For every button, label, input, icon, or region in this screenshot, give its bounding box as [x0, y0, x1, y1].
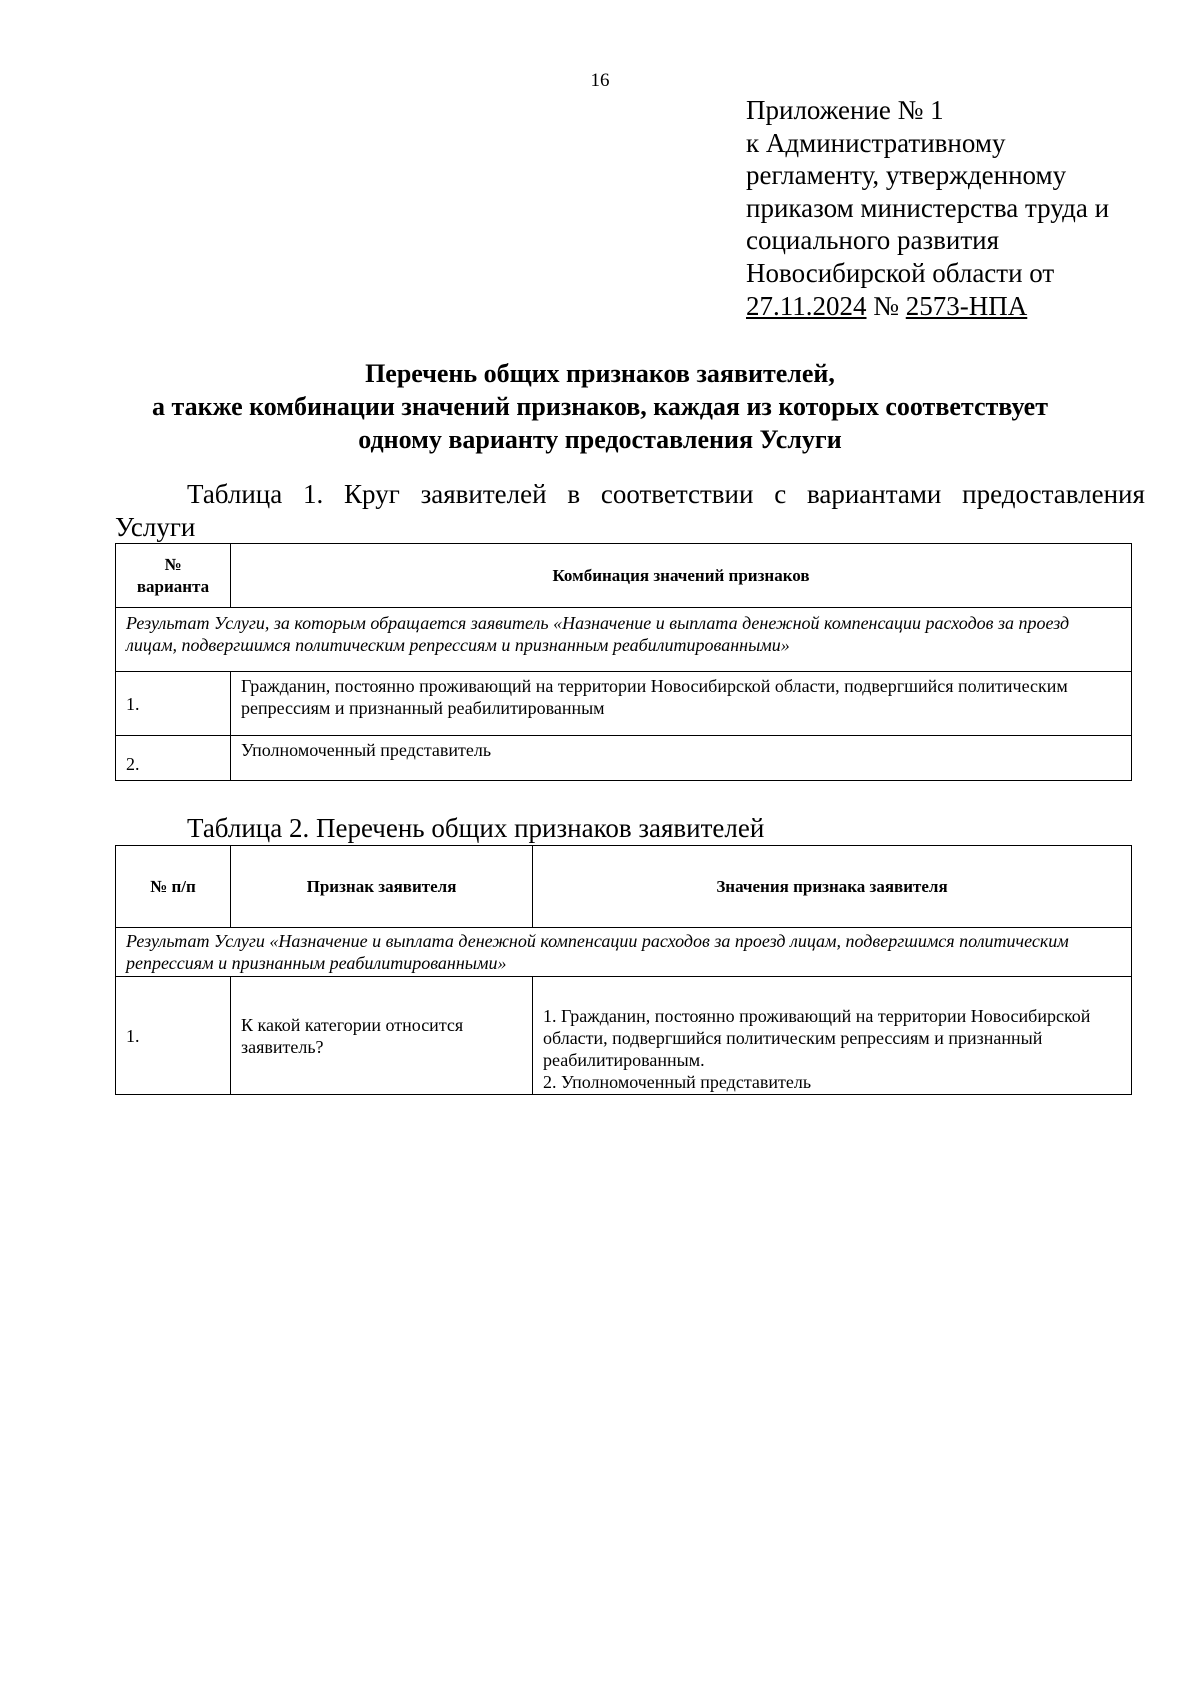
caption-word: соответствии	[600, 479, 754, 509]
table1-result-row	[116, 608, 1132, 672]
caption-word: Таблица	[187, 479, 283, 509]
appendix-order-line	[746, 290, 1166, 323]
table-row	[116, 977, 1132, 1095]
row-sign: К какой категории относится заявитель?	[231, 977, 533, 1095]
appendix-line: Приложение № 1	[746, 95, 944, 125]
caption-word: с	[774, 479, 787, 509]
row-number: 1.	[116, 977, 231, 1095]
header-text: №	[164, 554, 182, 574]
value-item: 2. Уполномоченный представитель	[543, 1072, 812, 1092]
caption-word: в	[567, 479, 581, 509]
row-values	[533, 977, 1132, 1095]
order-number-sign: №	[866, 290, 906, 321]
order-number: 2573-НПА	[905, 290, 1028, 321]
caption-word: предоставления	[962, 479, 1145, 509]
result-text: Результат Услуги «Назначение и выплата денежной компенсации расходов за проезд лицам, подвергшимся политическим репрессиям и признанным реабилитированными»	[116, 928, 1132, 977]
caption-word: заявителей	[420, 479, 547, 509]
table-row	[116, 736, 1132, 781]
appendix-header	[746, 94, 1166, 322]
table1	[115, 543, 1132, 781]
header-text: варианта	[136, 576, 210, 596]
appendix-line: Новосибирской области от	[746, 257, 1055, 288]
value-item: 1. Гражданин, постоянно проживающий на территории Новосибирской области, подвергшийся политическим репрессиям и признанный реабилитированным.	[543, 1006, 1091, 1070]
table1-header-variant	[116, 544, 231, 608]
table-row	[116, 672, 1132, 736]
table2-header-sign: Признак заявителя	[231, 846, 533, 928]
caption-word: вариантами	[806, 479, 942, 509]
result-text: Результат Услуги, за которым обращается заявитель «Назначение и выплата денежной компенсации расходов за проезд лицам, подвергшимся политическим репрессиям и признанным реабилитированными»	[116, 608, 1132, 672]
table2-result-row	[116, 928, 1132, 977]
order-date: 27.11.2024	[746, 290, 867, 321]
page-number: 16	[590, 70, 610, 91]
title-line: Перечень общих признаков заявителей,	[365, 359, 835, 388]
appendix-line: к Административному	[746, 127, 1006, 158]
document-title	[0, 357, 1200, 456]
row-text: Гражданин, постоянно проживающий на территории Новосибирской области, подвергшийся политическим репрессиям и признанный реабилитированным	[231, 672, 1132, 736]
row-number: 2.	[116, 736, 231, 781]
row-text: Уполномоченный представитель	[231, 736, 1132, 781]
table2-caption: Таблица 2. Перечень общих признаков заявителей	[187, 813, 765, 843]
table1-header-row	[116, 544, 1132, 608]
row-number: 1.	[116, 672, 231, 736]
table2-header-number: № п/п	[116, 846, 231, 928]
caption-word: 1.	[303, 479, 324, 509]
table1-header-combination: Комбинация значений признаков	[231, 544, 1132, 608]
appendix-line: приказом министерства труда и	[746, 192, 1110, 223]
table1-caption	[115, 478, 1145, 544]
caption-end: Услуги	[115, 512, 196, 542]
caption-word: Круг	[344, 479, 400, 509]
title-line: одному варианту предоставления Услуги	[358, 425, 842, 454]
table2	[115, 845, 1132, 1095]
appendix-line: регламенту, утвержденному	[746, 160, 1067, 191]
title-line: а также комбинации значений признаков, каждая из которых соответствует	[152, 392, 1048, 421]
appendix-line: социального развития	[746, 225, 1000, 256]
table2-header-row	[116, 846, 1132, 928]
table2-header-values: Значения признака заявителя	[533, 846, 1132, 928]
